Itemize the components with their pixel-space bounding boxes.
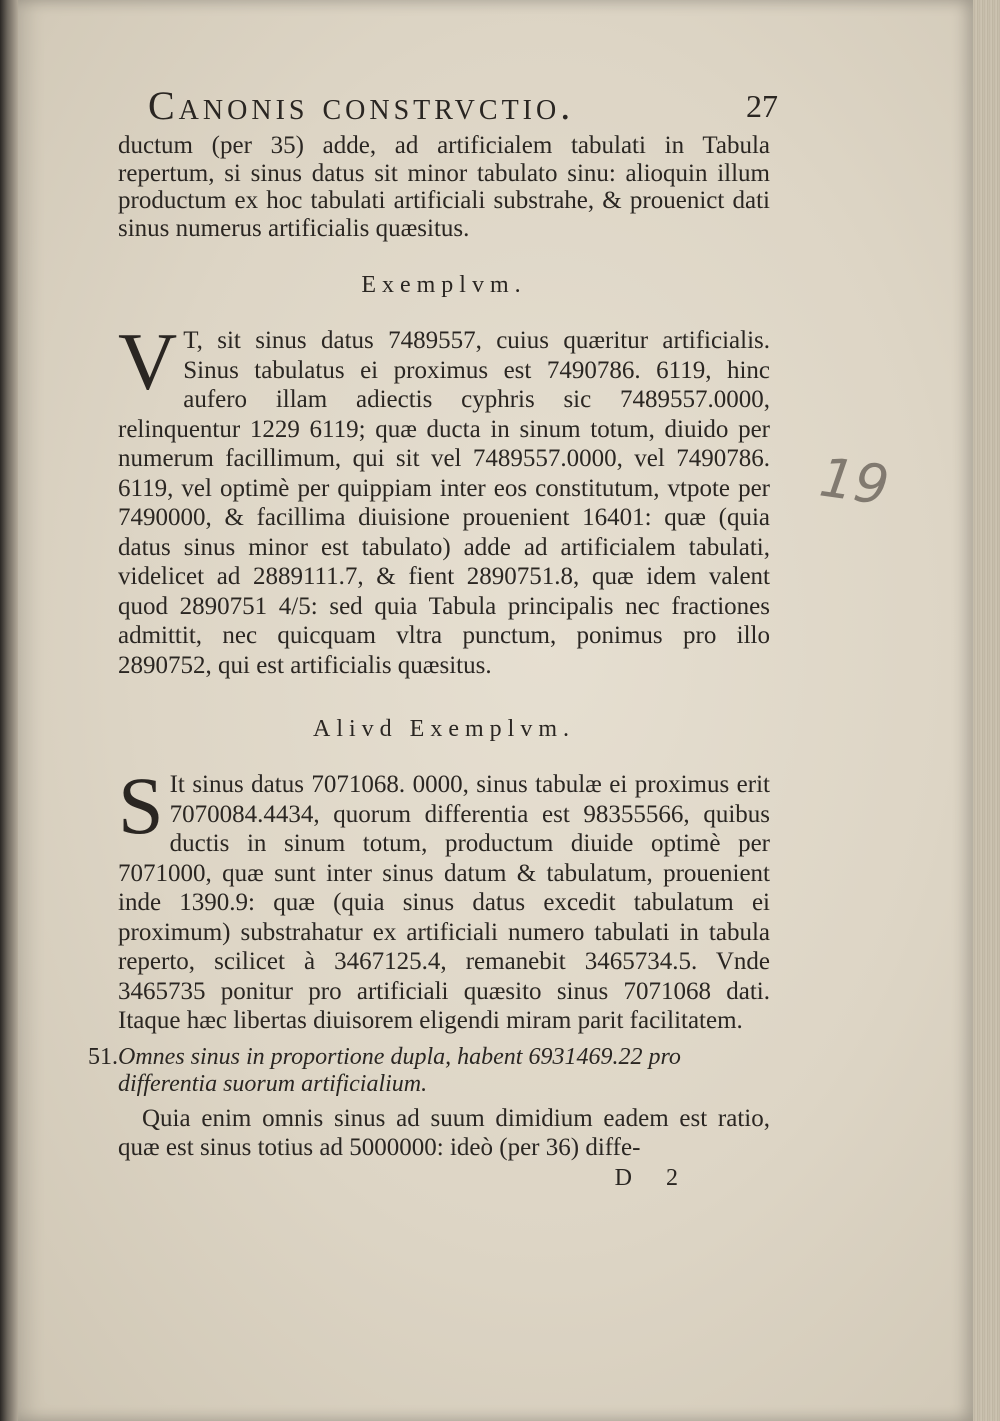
second-example-heading: Alivd Exemplvm. <box>313 716 575 742</box>
page-number: 27 <box>746 88 778 124</box>
final-paragraph: Quia enim omnis sinus ad suum dimidium eadem est ratio, quæ est sinus totius ad 5000000: ideò (per 36) diffe- <box>118 1104 770 1161</box>
page-edges <box>973 0 1000 1421</box>
running-header <box>118 80 778 132</box>
second-example-paragraph <box>118 760 770 1036</box>
header-title: Canonis constrvctio. <box>148 83 575 128</box>
example-heading: Exemplvm. <box>361 272 527 298</box>
proposition-number: 51. <box>88 1043 118 1070</box>
book-spine-edge <box>0 0 18 1421</box>
page-text <box>88 80 778 1192</box>
example-text: T, sit sinus datus 7489557, cuius quæritur artificialis. Sinus tabulatus ei proximus est 7490786. 6119, hinc aufero illam adiectis cyphris sic 7489557.0000, relinquentur 1229 6119; quæ ducta in sinum totum, diuido per numerum facillimum, qui sit vel 7489557.0000, vel 7490786. 6119, vel optimè per quippiam inter eos constitutum, vtpote per 7490000, & facillima diuisione prouenient 16401: quæ (quia datus sinus minor est tabulato) adde ad artificialem tabulati, videlicet ad 2889111.7, & fient 2890751.8, quæ idem valent quod 2890751 4/5: sed quia Tabula principalis nec fractiones admittit, nec quicquam vltra punctum, ponimus pro illo 2890752, qui est artificialis quæsitus. <box>118 327 770 679</box>
handwritten-margin-note: 19 <box>815 445 893 518</box>
proposition <box>88 1043 770 1098</box>
signature-mark: D 2 <box>614 1164 692 1191</box>
intro-paragraph: ductum (per 35) adde, ad artificialem tabulati in Tabula repertum, si sinus datus sit minor tabulato sinu: alioquin illum productum ex hoc tabulati artificiali substrahe, & prouenict dati sinus numerus artificialis quæsitus. <box>118 132 770 242</box>
example-paragraph <box>118 316 770 680</box>
dropcap-v: V <box>118 316 178 407</box>
dropcap-s: S <box>118 760 164 851</box>
second-example-text: It sinus datus 7071068. 0000, sinus tabulæ ei proximus erit 7070084.4434, quorum differentia est 98355566, quibus ductis in sinum totum, productum diuide optimè per 7071000, quæ sunt inter sinus datum & tabulatum, prouenient inde 1390.9: quæ (quia sinus datus excedit tabulatum ei proximum) substrahatur ex artificiali numero tabulati in tabula reperto, scilicet à 3467125.4, remanebit 3465734.5. Vnde 3465735 ponitur pro artificiali quæsito sinus 7071068 dati. Itaque hæc libertas diuisorem eligendi miram parit facilitatem. <box>118 771 770 1034</box>
proposition-text: Omnes sinus in proportione dupla, habent 6931469.22 pro differentia suorum artificialium. <box>118 1043 681 1097</box>
